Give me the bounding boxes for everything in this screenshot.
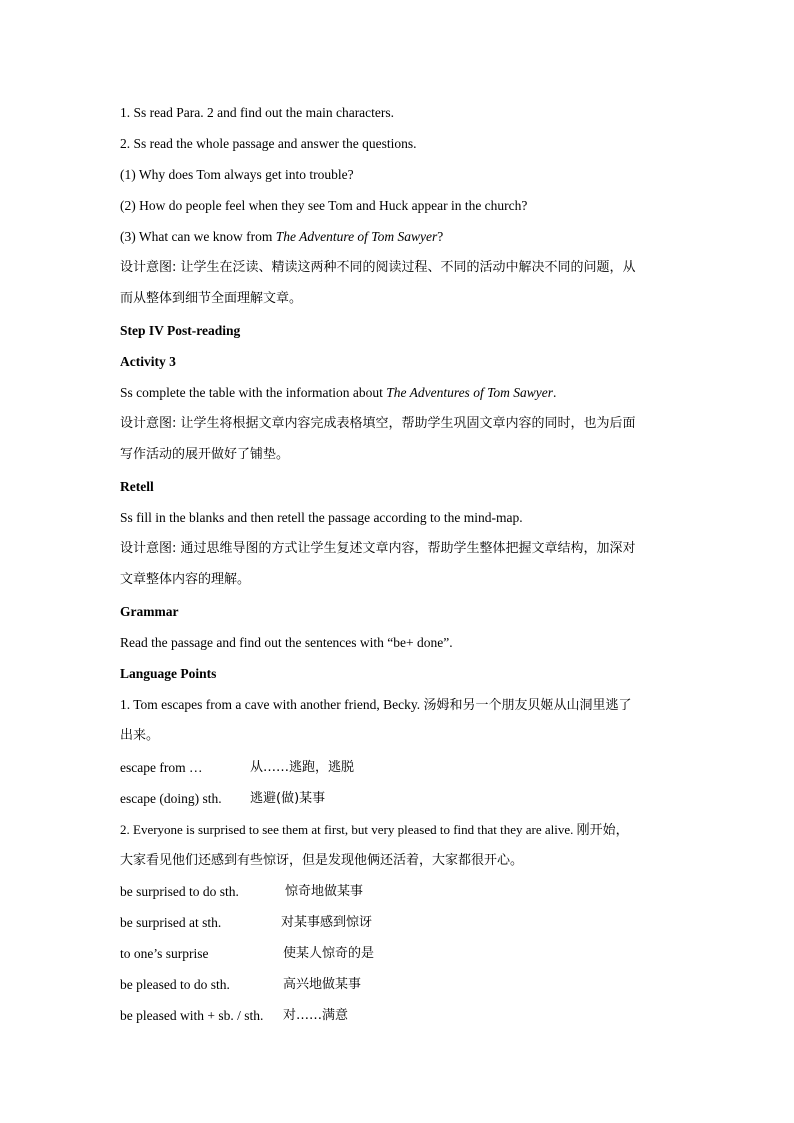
reading-step-2: 2. Ss read the whole passage and answer the questions. — [120, 136, 417, 151]
retell-text: Ss fill in the blanks and then retell the passage according to the mind-map. — [120, 510, 523, 525]
phrase-row — [120, 1008, 349, 1024]
phrase-chinese: 逃避(做)某事 — [250, 791, 326, 806]
language-point-1-english: 1. Tom escapes from a cave with another friend, Becky. — [120, 697, 424, 712]
reading-step-1: 1. Ss read Para. 2 and find out the main characters. — [120, 105, 395, 120]
language-point-2-english: 2. Everyone is surprised to see them at first, but very pleased to find that they are alive. — [120, 822, 577, 837]
phrase-row — [120, 884, 364, 900]
language-point-2 — [120, 822, 629, 839]
phrase-chinese: 从……逃跑，逃脱 — [250, 760, 355, 775]
phrase-chinese: 使某人惊奇的是 — [283, 946, 375, 961]
activity-3-book-title: The Adventures of Tom Sawyer — [386, 385, 553, 400]
phrase-english: to one’s surprise — [120, 946, 209, 961]
phrase-english: be pleased with + sb. / sth. — [120, 1008, 264, 1023]
phrase-english: be surprised to do sth. — [120, 884, 239, 899]
phrase-english: escape from … — [120, 760, 203, 775]
activity-3-heading: Activity 3 — [120, 354, 176, 369]
language-point-1 — [120, 697, 631, 714]
language-point-1-chinese-cont: 出来。 — [120, 728, 160, 743]
grammar-heading: Grammar — [120, 604, 179, 619]
design-intent-1-line-1: 设计意图: 让学生在泛读、精读这两种不同的阅读过程、不同的活动中解决不同的问题，从 — [120, 260, 636, 275]
question-3-prefix: (3) What can we know from — [120, 229, 276, 244]
question-1: (1) Why does Tom always get into trouble? — [120, 167, 354, 182]
language-point-2-chinese: 刚开始， — [576, 823, 629, 838]
language-points-heading: Language Points — [120, 666, 217, 681]
phrase-row — [120, 791, 326, 807]
activity-3-suffix: . — [552, 385, 557, 400]
design-intent-3-line-2: 文章整体内容的理解。 — [120, 572, 251, 587]
phrase-row — [120, 946, 375, 962]
language-point-1-chinese: 汤姆和另一个朋友贝姬从山洞里逃了 — [423, 698, 632, 713]
phrase-chinese: 惊奇地做某事 — [285, 884, 364, 899]
design-intent-2-line-1: 设计意图: 让学生将根据文章内容完成表格填空，帮助学生巩固文章内容的同时，也为后面 — [120, 416, 636, 431]
phrase-row — [120, 977, 362, 993]
phrase-english: be surprised at sth. — [120, 915, 222, 930]
question-2: (2) How do people feel when they see Tom and Huck appear in the church? — [120, 198, 528, 213]
phrase-chinese: 对……满意 — [283, 1008, 349, 1023]
design-intent-1-line-2: 而从整体到细节全面理解文章。 — [120, 291, 303, 306]
phrase-chinese: 对某事感到惊讶 — [281, 915, 373, 930]
phrase-english: be pleased to do sth. — [120, 977, 230, 992]
step-4-heading: Step IV Post-reading — [120, 323, 241, 338]
phrase-chinese: 高兴地做某事 — [283, 977, 362, 992]
design-intent-3-line-1: 设计意图: 通过思维导图的方式让学生复述文章内容，帮助学生整体把握文章结构，加深对 — [120, 541, 636, 556]
activity-3-prefix: Ss complete the table with the information about — [120, 385, 387, 400]
question-3-book-title: The Adventure of Tom Sawyer — [275, 229, 438, 244]
question-3-suffix: ? — [437, 229, 444, 244]
phrase-english: escape (doing) sth. — [120, 791, 222, 806]
retell-heading: Retell — [120, 479, 154, 494]
language-point-2-chinese-cont: 大家看见他们还感到有些惊讶，但是发现他俩还活着，大家都很开心。 — [120, 853, 524, 868]
grammar-text: Read the passage and find out the sentences with “be+ done”. — [120, 635, 453, 650]
question-3 — [120, 229, 443, 245]
activity-3-text — [120, 385, 556, 401]
phrase-row — [120, 915, 373, 931]
design-intent-2-line-2: 写作活动的展开做好了铺垫。 — [120, 447, 290, 462]
phrase-row — [120, 760, 355, 776]
